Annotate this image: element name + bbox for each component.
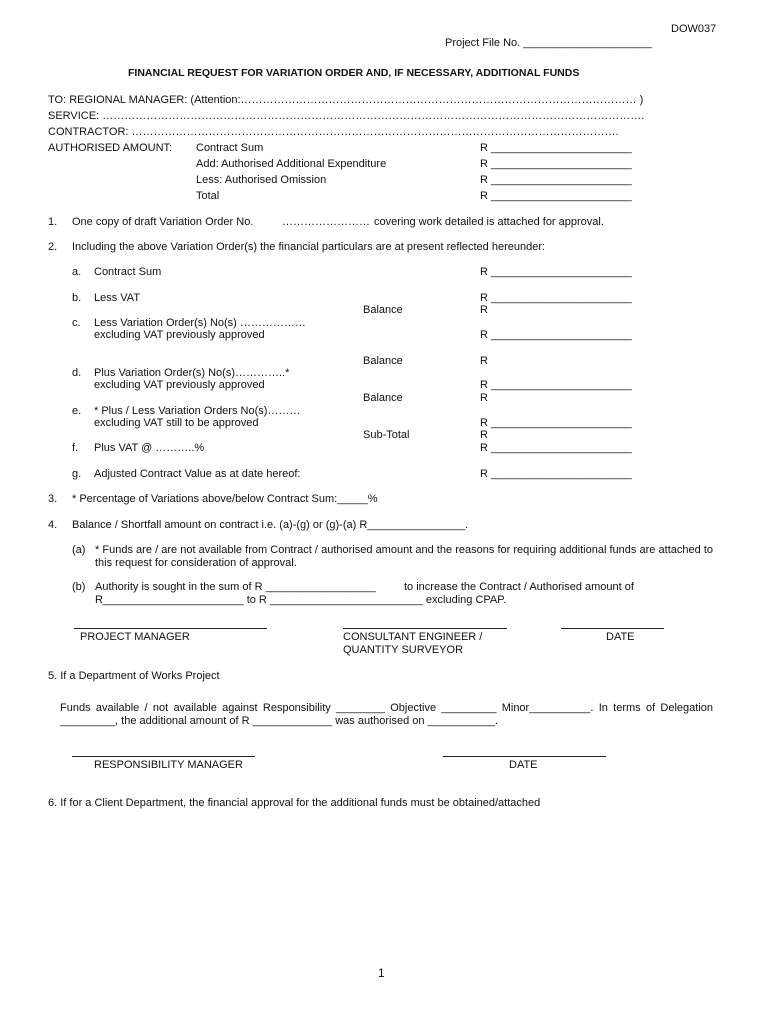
item-1-number: 1. — [48, 216, 58, 228]
balance-label-1: Balance — [363, 304, 403, 316]
contractor-line: CONTRACTOR: ……………………………………………………………………………………………………………………. — [48, 126, 619, 138]
item-2g-text: Adjusted Contract Value as at date hereof: — [94, 468, 301, 480]
item-1-dots: …………………… — [282, 216, 370, 228]
consultant-label-1: CONSULTANT ENGINEER / — [343, 631, 483, 643]
authorised-omission-value: R _______________________ — [480, 174, 632, 186]
balance-value-3: R — [480, 392, 488, 404]
item-2b-text: Less VAT — [94, 292, 141, 304]
balance-label-3: Balance — [363, 392, 403, 404]
page-number: 1 — [378, 966, 385, 980]
form-title: FINANCIAL REQUEST FOR VARIATION ORDER AND, IF NECESSARY, ADDITIONAL FUNDS — [128, 67, 580, 79]
item-4b-label: (b) — [72, 581, 86, 593]
item-4b-line-2: R_______________________ to R _________________________ excluding CPAP. — [95, 594, 507, 606]
item-4a-text: * Funds are / are not available from Contract / authorised amount and the reasons for requiring additional funds are attached to this request for consideration of approval. — [95, 544, 713, 569]
item-1-rest: covering work detailed is attached for approval. — [374, 216, 604, 228]
subtotal-value: R — [480, 429, 488, 441]
contract-sum-value: R _______________________ — [480, 142, 632, 154]
item-2f-value: R _______________________ — [480, 442, 632, 454]
responsibility-manager-label: RESPONSIBILITY MANAGER — [94, 759, 243, 771]
item-2e-value: R _______________________ — [480, 417, 632, 429]
additional-expenditure-label: Add: Authorised Additional Expenditure — [196, 158, 387, 170]
item-5-text: Funds available / not available against Responsibility ________ Objective _________ Minor__________. In terms of Delegation _________, the additional amount of R _____________ was authorised on ___________. — [60, 702, 713, 727]
item-2d-text: Plus Variation Order(s) No(s)…………..* — [94, 367, 290, 379]
date-label-2: DATE — [509, 759, 538, 771]
item-2b-letter: b. — [72, 292, 82, 304]
item-2d-value: R _______________________ — [480, 379, 632, 391]
item-4b-line-1b: to increase the Contract / Authorised amount of — [404, 581, 634, 593]
item-4-number: 4. — [48, 519, 58, 531]
authorised-amount-label: AUTHORISED AMOUNT: — [48, 142, 173, 154]
item-2c-value: R _______________________ — [480, 329, 632, 341]
authorised-omission-label: Less: Authorised Omission — [196, 174, 327, 186]
date-signature-line-2 — [443, 756, 606, 757]
item-2e-text: * Plus / Less Variation Orders No(s)……… — [94, 405, 301, 417]
item-2g-value: R _______________________ — [480, 468, 632, 480]
responsibility-manager-signature-line — [72, 756, 255, 757]
date-signature-line-1 — [561, 628, 664, 629]
item-2e-letter: e. — [72, 405, 82, 417]
consultant-label-2: QUANTITY SURVEYOR — [343, 644, 464, 656]
item-2e-text-2: excluding VAT still to be approved — [94, 417, 259, 429]
item-2c-text-2: excluding VAT previously approved — [94, 329, 265, 341]
date-label-1: DATE — [606, 631, 635, 643]
item-6-text: 6. If for a Client Department, the financial approval for the additional funds must be obtained/attached — [48, 797, 541, 809]
item-2a-value: R _______________________ — [480, 266, 632, 278]
item-2c-letter: c. — [72, 317, 81, 329]
item-2f-letter: f. — [72, 442, 79, 454]
project-manager-signature-line — [74, 628, 267, 629]
item-2d-text-2: excluding VAT previously approved — [94, 379, 265, 391]
item-2a-text: Contract Sum — [94, 266, 162, 278]
item-2f-text: Plus VAT @ ………..% — [94, 442, 205, 454]
subtotal-label: Sub-Total — [363, 429, 410, 441]
total-value: R _______________________ — [480, 190, 632, 202]
balance-value-1: R — [480, 304, 488, 316]
to-regional-manager: TO: REGIONAL MANAGER: (Attention:……………………………………………………………………………………………… ) — [48, 94, 644, 106]
item-4b-line-1a: Authority is sought in the sum of R __________________ — [95, 581, 376, 593]
item-5-heading: 5. If a Department of Works Project — [48, 670, 220, 682]
consultant-signature-line — [343, 628, 507, 629]
item-2d-letter: d. — [72, 367, 82, 379]
item-4a-label: (a) — [72, 544, 86, 556]
service-line: SERVICE: …………………………………………………………………………………………………………………………………. — [48, 110, 645, 122]
total-label: Total — [196, 190, 220, 202]
item-2-number: 2. — [48, 241, 58, 253]
item-3-text: * Percentage of Variations above/below Contract Sum:_____% — [72, 493, 378, 505]
item-2-text: Including the above Variation Order(s) the financial particulars are at present reflected hereunder: — [72, 241, 546, 253]
item-1-text: One copy of draft Variation Order No. — [72, 216, 254, 228]
balance-value-2: R — [480, 355, 488, 367]
balance-label-2: Balance — [363, 355, 403, 367]
item-2c-text: Less Variation Order(s) No(s) ……………… — [94, 317, 306, 329]
item-2b-value: R _______________________ — [480, 292, 632, 304]
additional-expenditure-value: R _______________________ — [480, 158, 632, 170]
project-manager-label: PROJECT MANAGER — [80, 631, 190, 643]
item-3-number: 3. — [48, 493, 58, 505]
item-2g-letter: g. — [72, 468, 82, 480]
project-file-number: Project File No. _____________________ — [445, 37, 652, 49]
form-code: DOW037 — [671, 23, 717, 35]
item-2a-letter: a. — [72, 266, 82, 278]
item-4-text: Balance / Shortfall amount on contract i.e. (a)-(g) or (g)-(a) R________________. — [72, 519, 469, 531]
contract-sum-label: Contract Sum — [196, 142, 264, 154]
